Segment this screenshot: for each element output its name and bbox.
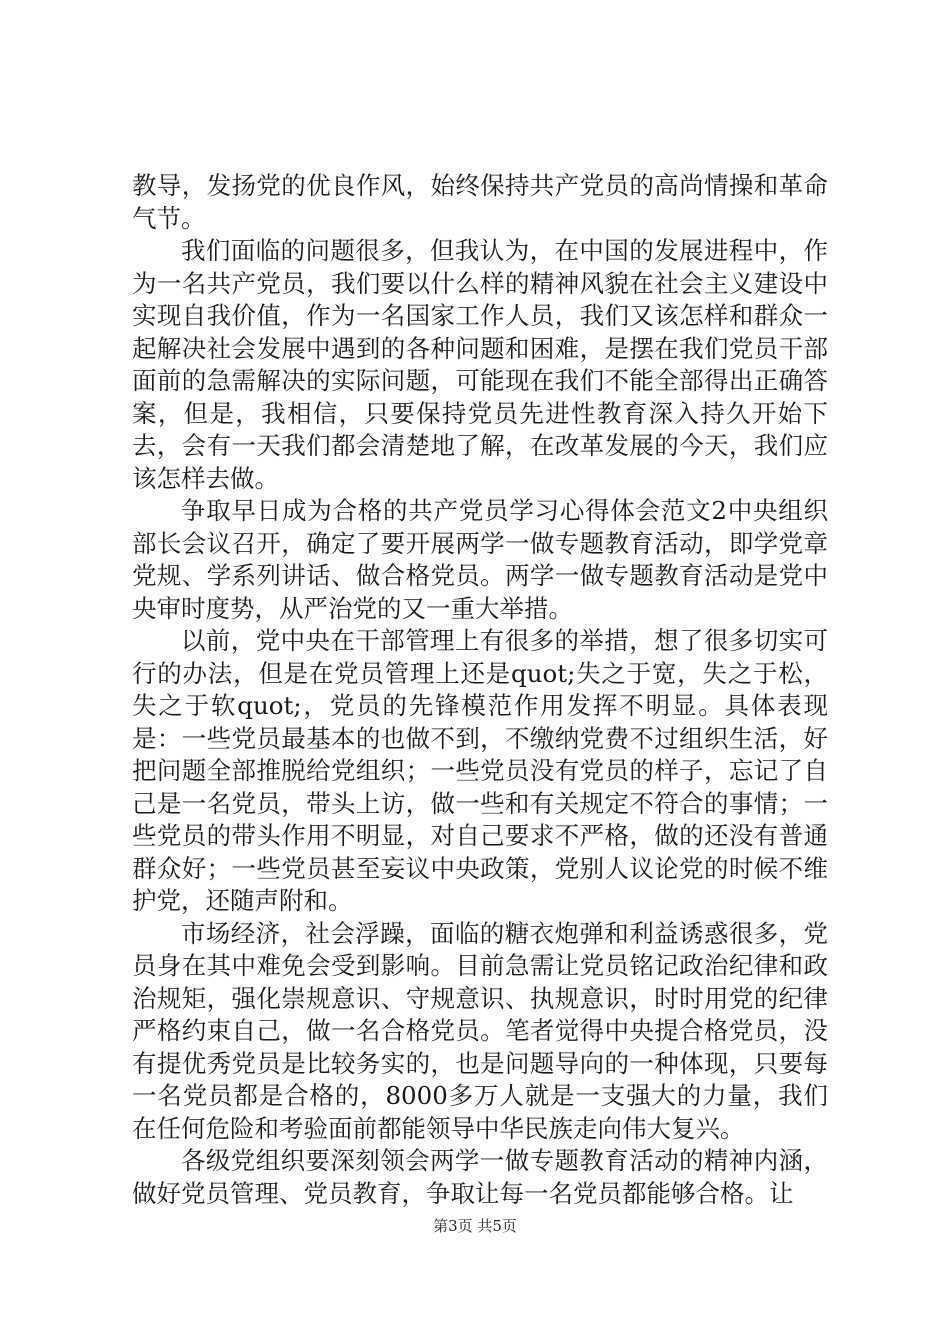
- paragraph: 争取早日成为合格的共产党员学习心得体会范文2中央组织部长会议召开，确定了要开展两学一做专题教育活动，即学党章党规、学系列讲话、做合格党员。两学一做专题教育活动是党中央审时度势，从严治党的又一重大举措。: [132, 496, 828, 623]
- paragraph-continued: 教导，发扬党的优良作风，始终保持共产党员的高尚情操和革命气节。: [132, 171, 828, 233]
- paragraph: 各级党组织要深刻领会两学一做专题教育活动的精神内涵，做好党员管理、党员教育，争取让每一名党员都能够合格。让: [132, 1146, 828, 1208]
- page-number-footer: 第3页 共5页: [433, 1217, 517, 1235]
- paragraph: 市场经济，社会浮躁，面临的糖衣炮弹和利益诱惑很多，党员身在其中难免会受到影响。目前急需让党员铭记政治纪律和政治规矩，强化崇规意识、守规意识、执规意识，时时用党的纪律严格约束自己，做一名合格党员。笔者觉得中央提合格党员，没有提优秀党员是比较务实的，也是问题导向的一种体现，只要每一名党员都是合格的，8000多万人就是一支强大的力量，我们在任何危险和考验面前都能领导中华民族走向伟大复兴。: [132, 918, 828, 1143]
- document-body: [132, 170, 828, 1210]
- paragraph: 我们面临的问题很多，但我认为，在中国的发展进程中，作为一名共产党员，我们要以什么样的精神风貌在社会主义建设中实现自我价值，作为一名国家工作人员，我们又该怎样和群众一起解决社会发展中遇到的各种问题和困难，是摆在我们党员干部面前的急需解决的实际问题，可能现在我们不能全部得出正确答案，但是，我相信，只要保持党员先进性教育深入持久开始下去，会有一天我们都会清楚地了解，在改革发展的今天，我们应该怎样去做。: [132, 236, 828, 493]
- paragraph: 以前，党中央在干部管理上有很多的举措，想了很多切实可行的办法，但是在党员管理上还是quot;失之于宽，失之于松，失之于软quot;，党员的先锋模范作用发挥不明显。具体表现是：一些党员最基本的也做不到，不缴纳党费不过组织生活，好把问题全部推脱给党组织；一些党员没有党员的样子，忘记了自己是一名党员，带头上访，做一些和有关规定不符合的事情；一些党员的带头作用不明显，对自己要求不严格，做的还没有普通群众好；一些党员甚至妄议中央政策，党别人议论党的时候不维护党，还随声附和。: [132, 626, 828, 915]
